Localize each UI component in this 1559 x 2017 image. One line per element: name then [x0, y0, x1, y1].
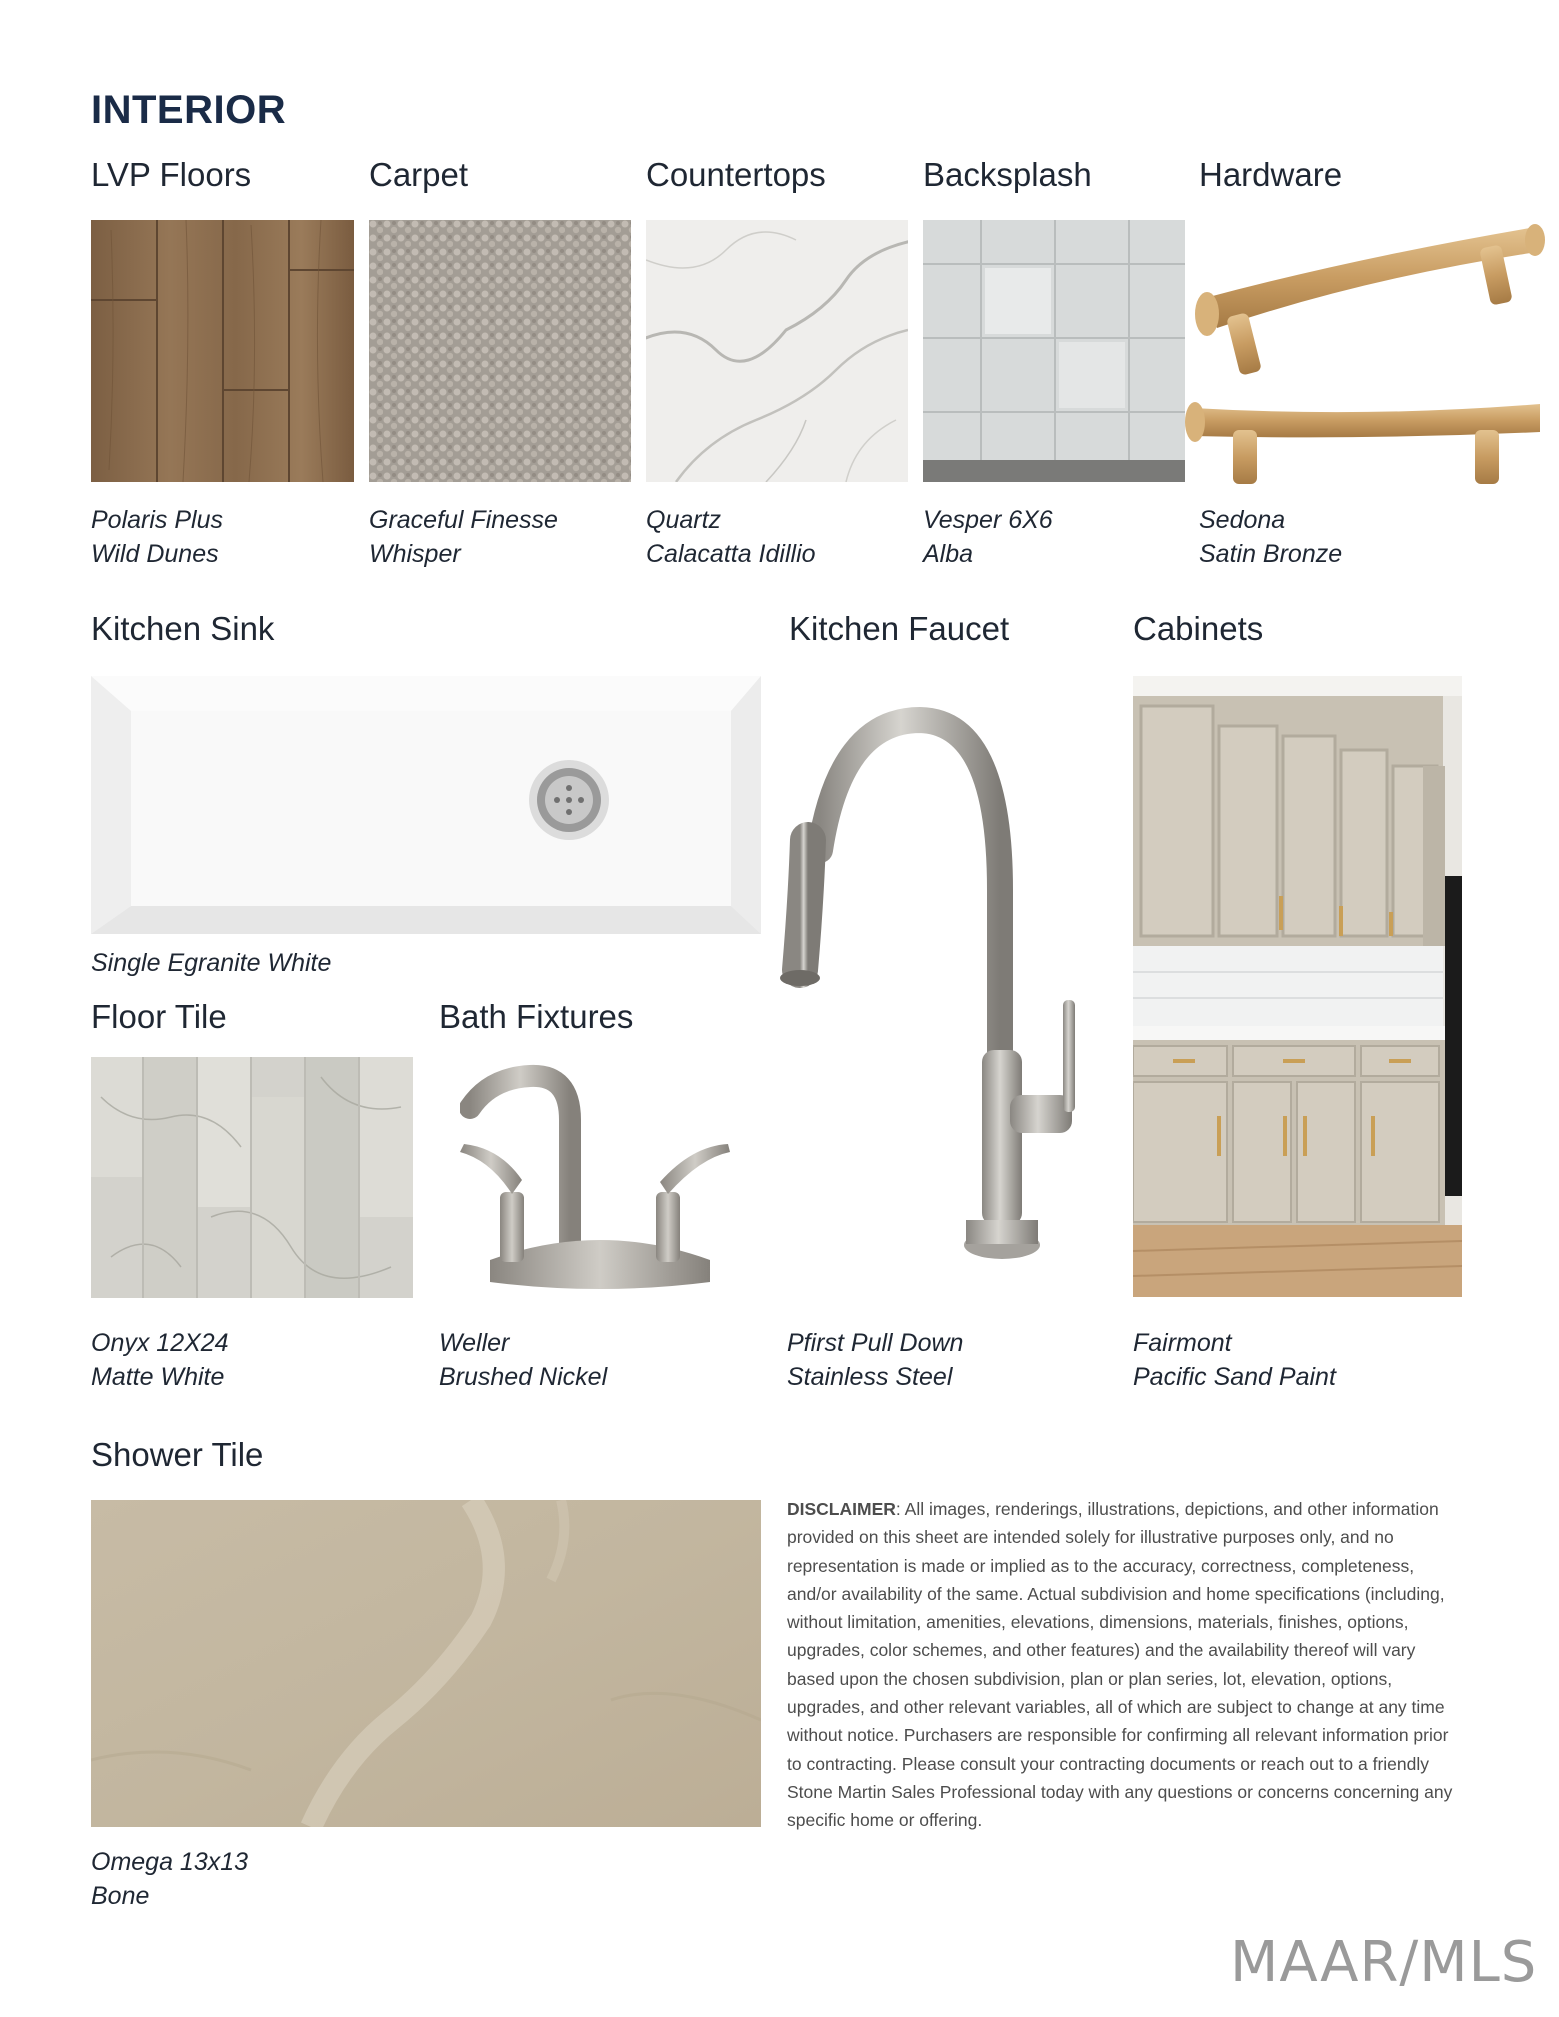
countertops-label: Countertops [646, 156, 826, 193]
countertops-caption [646, 503, 816, 571]
floor-tile-label: Floor Tile [91, 998, 227, 1035]
carpet-color: Whisper [369, 540, 461, 568]
kitchen-faucet-label: Kitchen Faucet [789, 610, 1010, 647]
watermark: MAAR/MLS [1230, 1930, 1538, 1995]
hardware-product: Sedona [1199, 506, 1286, 534]
countertops-image [646, 220, 908, 482]
backsplash-caption [923, 503, 1053, 571]
disclaimer [787, 1495, 1467, 1835]
shower-tile-color: Bone [91, 1882, 150, 1910]
shower-tile-caption [91, 1845, 248, 1913]
lvp-floors-label: LVP Floors [91, 156, 252, 193]
bath-fixtures-image [460, 1060, 740, 1300]
cabinets-product: Fairmont [1133, 1329, 1232, 1357]
countertops-product: Quartz [646, 506, 722, 534]
floor-tile-product: Onyx 12X24 [91, 1329, 229, 1357]
floor-tile-image [91, 1057, 413, 1298]
carpet-label: Carpet [369, 156, 469, 193]
bath-fixtures-caption [439, 1326, 607, 1394]
kitchen-sink-image [91, 676, 761, 934]
backsplash-image [923, 220, 1185, 482]
backsplash-label: Backsplash [923, 156, 1092, 193]
page-title: INTERIOR [91, 88, 287, 132]
lvp-floors-image [91, 220, 354, 482]
kitchen-faucet-caption [787, 1326, 963, 1394]
cabinets-label: Cabinets [1133, 610, 1264, 647]
lvp-floors-color: Wild Dunes [91, 540, 219, 568]
bath-fixtures-product: Weller [439, 1329, 510, 1357]
carpet-product: Graceful Finesse [369, 506, 558, 534]
lvp-floors-product: Polaris Plus [91, 506, 223, 534]
disclaimer-heading: DISCLAIMER [787, 1499, 896, 1519]
shower-tile-image [91, 1500, 761, 1827]
kitchen-faucet-image [770, 700, 1120, 1270]
shower-tile-label: Shower Tile [91, 1436, 264, 1473]
kitchen-sink-caption [91, 946, 331, 980]
floor-tile-color: Matte White [91, 1363, 225, 1391]
cabinets-caption [1133, 1326, 1336, 1394]
hardware-label: Hardware [1199, 156, 1343, 193]
backsplash-product: Vesper 6X6 [923, 506, 1053, 534]
hardware-color: Satin Bronze [1199, 540, 1343, 568]
cabinets-color: Pacific Sand Paint [1133, 1363, 1336, 1391]
carpet-caption [369, 503, 558, 571]
carpet-image [369, 220, 631, 482]
disclaimer-text: : All images, renderings, illustrations, depictions, and other information provided on this sheet are intended solely for illustrative purposes only, and no representation is made or implied as to the accuracy, correctness, completeness, and/or availability of the same. Actual subdivision and home specifications (including, without limitation, amenities, elevations, dimensions, materials, finishes, options, upgrades, color schemes, and other features) and the availability thereof will vary based upon the chosen subdivision, plan or plan series, lot, elevation, options, upgrades, and other relevant variables, all of which are subject to change at any time without notice. Purchasers are responsible for confirming all relevant information prior to contracting. Please consult your contracting documents or reach out to a friendly Stone Martin Sales Professional today with any questions or concerns concerning any specific home or offering. [787, 1499, 1453, 1831]
bath-fixtures-color: Brushed Nickel [439, 1363, 608, 1391]
cabinets-image [1133, 676, 1462, 1297]
kitchen-sink-product: Single Egranite White [91, 949, 332, 977]
backsplash-color: Alba [923, 540, 974, 568]
countertops-color: Calacatta Idillio [646, 540, 816, 568]
kitchen-faucet-color: Stainless Steel [787, 1363, 953, 1391]
bath-fixtures-label: Bath Fixtures [439, 998, 634, 1035]
hardware-caption [1199, 503, 1342, 571]
lvp-floors-caption [91, 503, 223, 571]
floor-tile-caption [91, 1326, 229, 1394]
kitchen-faucet-product: Pfirst Pull Down [787, 1329, 964, 1357]
shower-tile-product: Omega 13x13 [91, 1848, 249, 1876]
kitchen-sink-label: Kitchen Sink [91, 610, 275, 647]
hardware-image [1185, 218, 1545, 484]
